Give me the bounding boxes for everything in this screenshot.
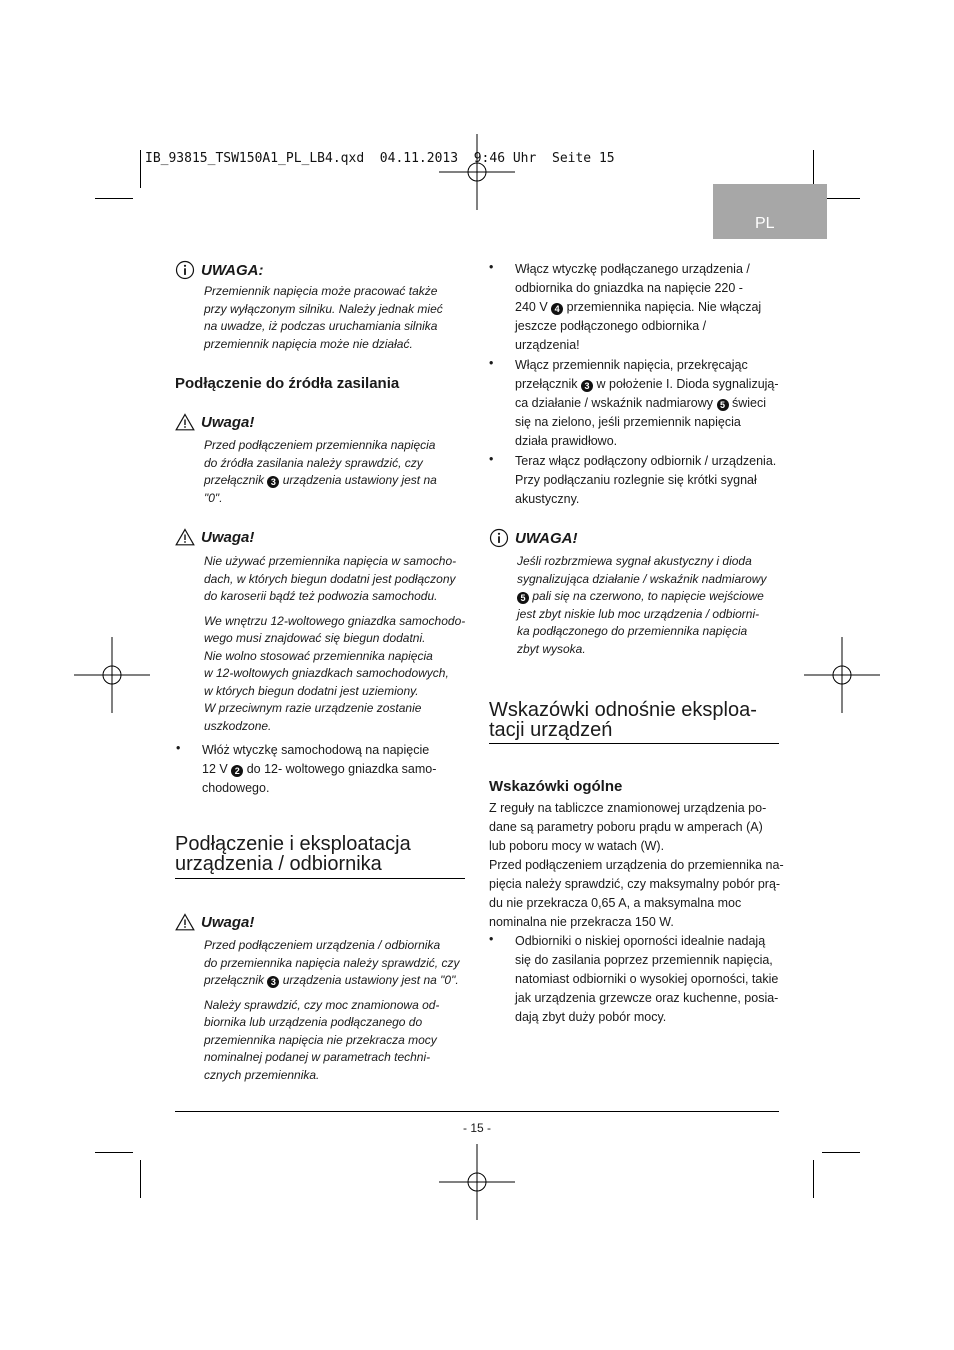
registration-mark-icon (439, 1144, 515, 1220)
indicator-number-badge: 5 (517, 592, 529, 604)
text-line: jest zbyt niskie lub moc urządzenia / odbiorni- (517, 606, 760, 621)
text-line: jeszcze podłączonego odbiornika / (515, 319, 707, 333)
general-text (489, 799, 784, 932)
bullet-switch-on (515, 356, 779, 451)
info-icon (175, 260, 195, 280)
info-icon (489, 528, 509, 548)
note-text (517, 553, 766, 658)
text-line: Z reguły na tabliczce znamionowej urządzenia po- (489, 801, 767, 815)
warning-text (204, 437, 437, 507)
text-line: przy wyłączonym silniku. Należy jednak mieć (204, 301, 443, 316)
text-line: sygnalizująca działanie / wskaźnik nadmiarowy (517, 571, 767, 586)
bullet-dot: • (489, 452, 494, 466)
crop-mark (822, 198, 860, 199)
crop-mark (813, 150, 814, 188)
text-line: urządzenia! (515, 338, 580, 352)
footer-rule (175, 1111, 779, 1112)
warning-icon (175, 413, 195, 431)
warning-uwaga-2 (175, 528, 254, 546)
text-line: do źródła zasilania należy sprawdzić, czy (204, 455, 423, 470)
note-uwaga-2 (489, 528, 578, 548)
text-line: działa prawidłowo. (515, 434, 618, 448)
text-line: na uwadze, iż podczas uruchamiania silnika (204, 319, 438, 333)
text-line: dane są parametry poboru prądu w amperach (A) (489, 820, 763, 834)
text-line: Włącz przemiennik napięcia, przekręcając (515, 358, 748, 372)
text-line: dają zbyt duży pobór mocy. (515, 1010, 667, 1024)
text-line: Przemiennik napięcia może pracować także (204, 284, 438, 298)
text-line: cznych przemiennika. (204, 1067, 320, 1082)
bullet-resistive-loads (515, 932, 778, 1027)
note-title: UWAGA! (515, 529, 578, 547)
note-uwaga-1 (175, 260, 467, 280)
warning-uwaga-3 (175, 913, 254, 931)
bullet-dot: • (489, 932, 494, 946)
text-line: przemiennik napięcia może nie działać. (204, 336, 413, 351)
text-line: lub poboru mocy w watach (W). (489, 839, 665, 853)
text-line: Przed podłączeniem urządzenia / odbiornika (204, 938, 441, 952)
text-line: chodowego. (202, 781, 270, 795)
registration-mark-icon (74, 637, 150, 713)
plug-number-badge: 2 (231, 765, 243, 777)
text-line: 5 pali się na czerwono, to napięcie wejściowe (517, 588, 766, 606)
text-line: Należy sprawdzić, czy moc znamionowa od- (204, 997, 440, 1012)
registration-mark-icon (439, 134, 515, 210)
page-number: - 15 - (462, 1121, 491, 1135)
text-line: się do zasilania poprzez przemiennik napięcia, (515, 953, 773, 967)
bullet-car-plug (202, 741, 436, 798)
text-line: w 12-woltowych gniazdkach samochodowych, (204, 666, 449, 680)
note-title: UWAGA: (201, 261, 264, 279)
text-line: Przy podłączaniu rozlegnie się krótki sygnał (515, 473, 757, 487)
text-line: jak urządzenia grzewcze oraz kuchenne, posia- (515, 991, 779, 1005)
text-line: biornika lub urządzenia podłączanego do (204, 1015, 423, 1029)
file-slug: IB_93815_TSW150A1_PL_LB4.qxd 04.11.2013 9:46 Uhr Seite 15 (145, 151, 615, 166)
language-tab (713, 184, 827, 239)
text-line: Jeśli rozbrzmiewa sygnał akustyczny i dioda (517, 554, 752, 568)
note-text (204, 283, 443, 353)
bullet-dot: • (489, 356, 494, 370)
text-line: nominalnej podanej w parametrach techni- (204, 1050, 431, 1064)
text-line: Włącz wtyczkę podłączanego urządzenia / (515, 262, 750, 276)
warning-icon (175, 528, 195, 546)
text-line: nominalna nie przekracza 150 W. (489, 915, 674, 929)
text-line: się na zielono, jeśli przemiennik napięcia (515, 415, 741, 429)
text-line: du nie przekracza 0,65 A, a maksymalna moc (489, 896, 742, 910)
text-line: Odbiorniki o niskiej oporności idealnie nadają (515, 934, 766, 948)
bullet-connect-device (515, 260, 761, 355)
text-line: 240 V 4 przemiennika napięcia. Nie włączaj (515, 300, 762, 314)
language-label: PL (755, 215, 775, 232)
text-line: do przemiennika napięcia należy sprawdzić, czy (204, 955, 460, 970)
crop-mark (95, 1152, 133, 1153)
warning-uwaga-1 (175, 413, 254, 431)
section-heading-connection: Podłączenie i eksploatacja urządzenia / odbiornika (175, 833, 411, 875)
switch-number-badge: 3 (267, 976, 279, 988)
text-line: przełącznik 3 urządzenia ustawiony jest na (204, 473, 437, 487)
text-line: przemiennika napięcia nie przekracza mocy (204, 1032, 437, 1047)
warning-title: Uwaga! (201, 413, 255, 431)
text-line: Przed podłączeniem urządzenia do przemiennika na- (489, 858, 784, 872)
switch-number-badge: 3 (267, 476, 279, 488)
text-line: odbiornika do gniazdka na napięcie 220 - (515, 281, 743, 295)
text-line: ka podłączonego do przemiennika napięcia (517, 624, 748, 638)
text-line: "0". (204, 490, 223, 505)
crop-mark (813, 1160, 814, 1198)
text-line: Teraz włącz podłączony odbiornik / urządzenia. (515, 454, 777, 468)
bullet-dot: • (176, 741, 181, 755)
socket-number-badge: 4 (551, 303, 563, 315)
warning-title: Uwaga! (201, 913, 255, 931)
heading-underline (489, 743, 779, 744)
heading-general-tips: Wskazówki ogólne (489, 778, 623, 795)
section-heading-usage-tips: Wskazówki odnośnie eksploa- tacji urządzeń (489, 699, 757, 741)
text-line: ca działanie / wskaźnik nadmiarowy 5 świeci (515, 396, 767, 410)
crop-mark (140, 1160, 141, 1198)
text-line: We wnętrzu 12-woltowego gniazdka samochodo- (204, 613, 466, 628)
heading-power-source: Podłączenie do źródła zasilania (175, 375, 400, 392)
crop-mark (95, 198, 133, 199)
warning-icon (175, 913, 195, 931)
crop-mark (140, 150, 141, 188)
text-line: wego musi znajdować się biegun dodatni. (204, 631, 426, 645)
warning-title: Uwaga! (201, 528, 255, 546)
warning-text (204, 553, 465, 735)
text-line: Włóż wtyczkę samochodową na napięcie (202, 743, 430, 757)
text-line: zbyt wysoka. (517, 641, 586, 656)
text-line: przełącznik 3 w położenie I. Dioda sygnalizują- (515, 377, 779, 391)
heading-underline (175, 878, 465, 879)
warning-text (204, 937, 459, 1084)
text-line: Nie wolno stosować przemiennika napięcia (204, 648, 433, 663)
text-line: akustyczny. (515, 492, 580, 506)
text-line: natomiast odbiorniki o wysokiej oporności, takie (515, 972, 779, 986)
text-line: Nie używać przemiennika napięcia w samocho- (204, 554, 457, 568)
text-line: 12 V 2 do 12- woltowego gniazdka samo- (202, 762, 437, 776)
switch-number-badge: 3 (581, 380, 593, 392)
indicator-number-badge: 5 (717, 399, 729, 411)
crop-mark (822, 1152, 860, 1153)
text-line: W przeciwnym razie urządzenie zostanie (204, 701, 422, 715)
text-line: Przed podłączeniem przemiennika napięcia (204, 438, 436, 452)
text-line: przełącznik 3 urządzenia ustawiony jest na "0". (204, 973, 459, 987)
text-line: uszkodzone. (204, 718, 272, 733)
text-line: do karoserii bądź też podwozia samochodu. (204, 589, 438, 603)
registration-mark-icon (804, 637, 880, 713)
bullet-dot: • (489, 260, 494, 274)
bullet-turn-on-load (515, 452, 776, 509)
text-line: pięcia należy sprawdzić, czy maksymalny pobór prą- (489, 877, 781, 891)
text-line: dach, w których biegun dodatni jest podłączony (204, 571, 456, 586)
text-line: w których biegun dodatni jest uziemiony. (204, 683, 419, 698)
